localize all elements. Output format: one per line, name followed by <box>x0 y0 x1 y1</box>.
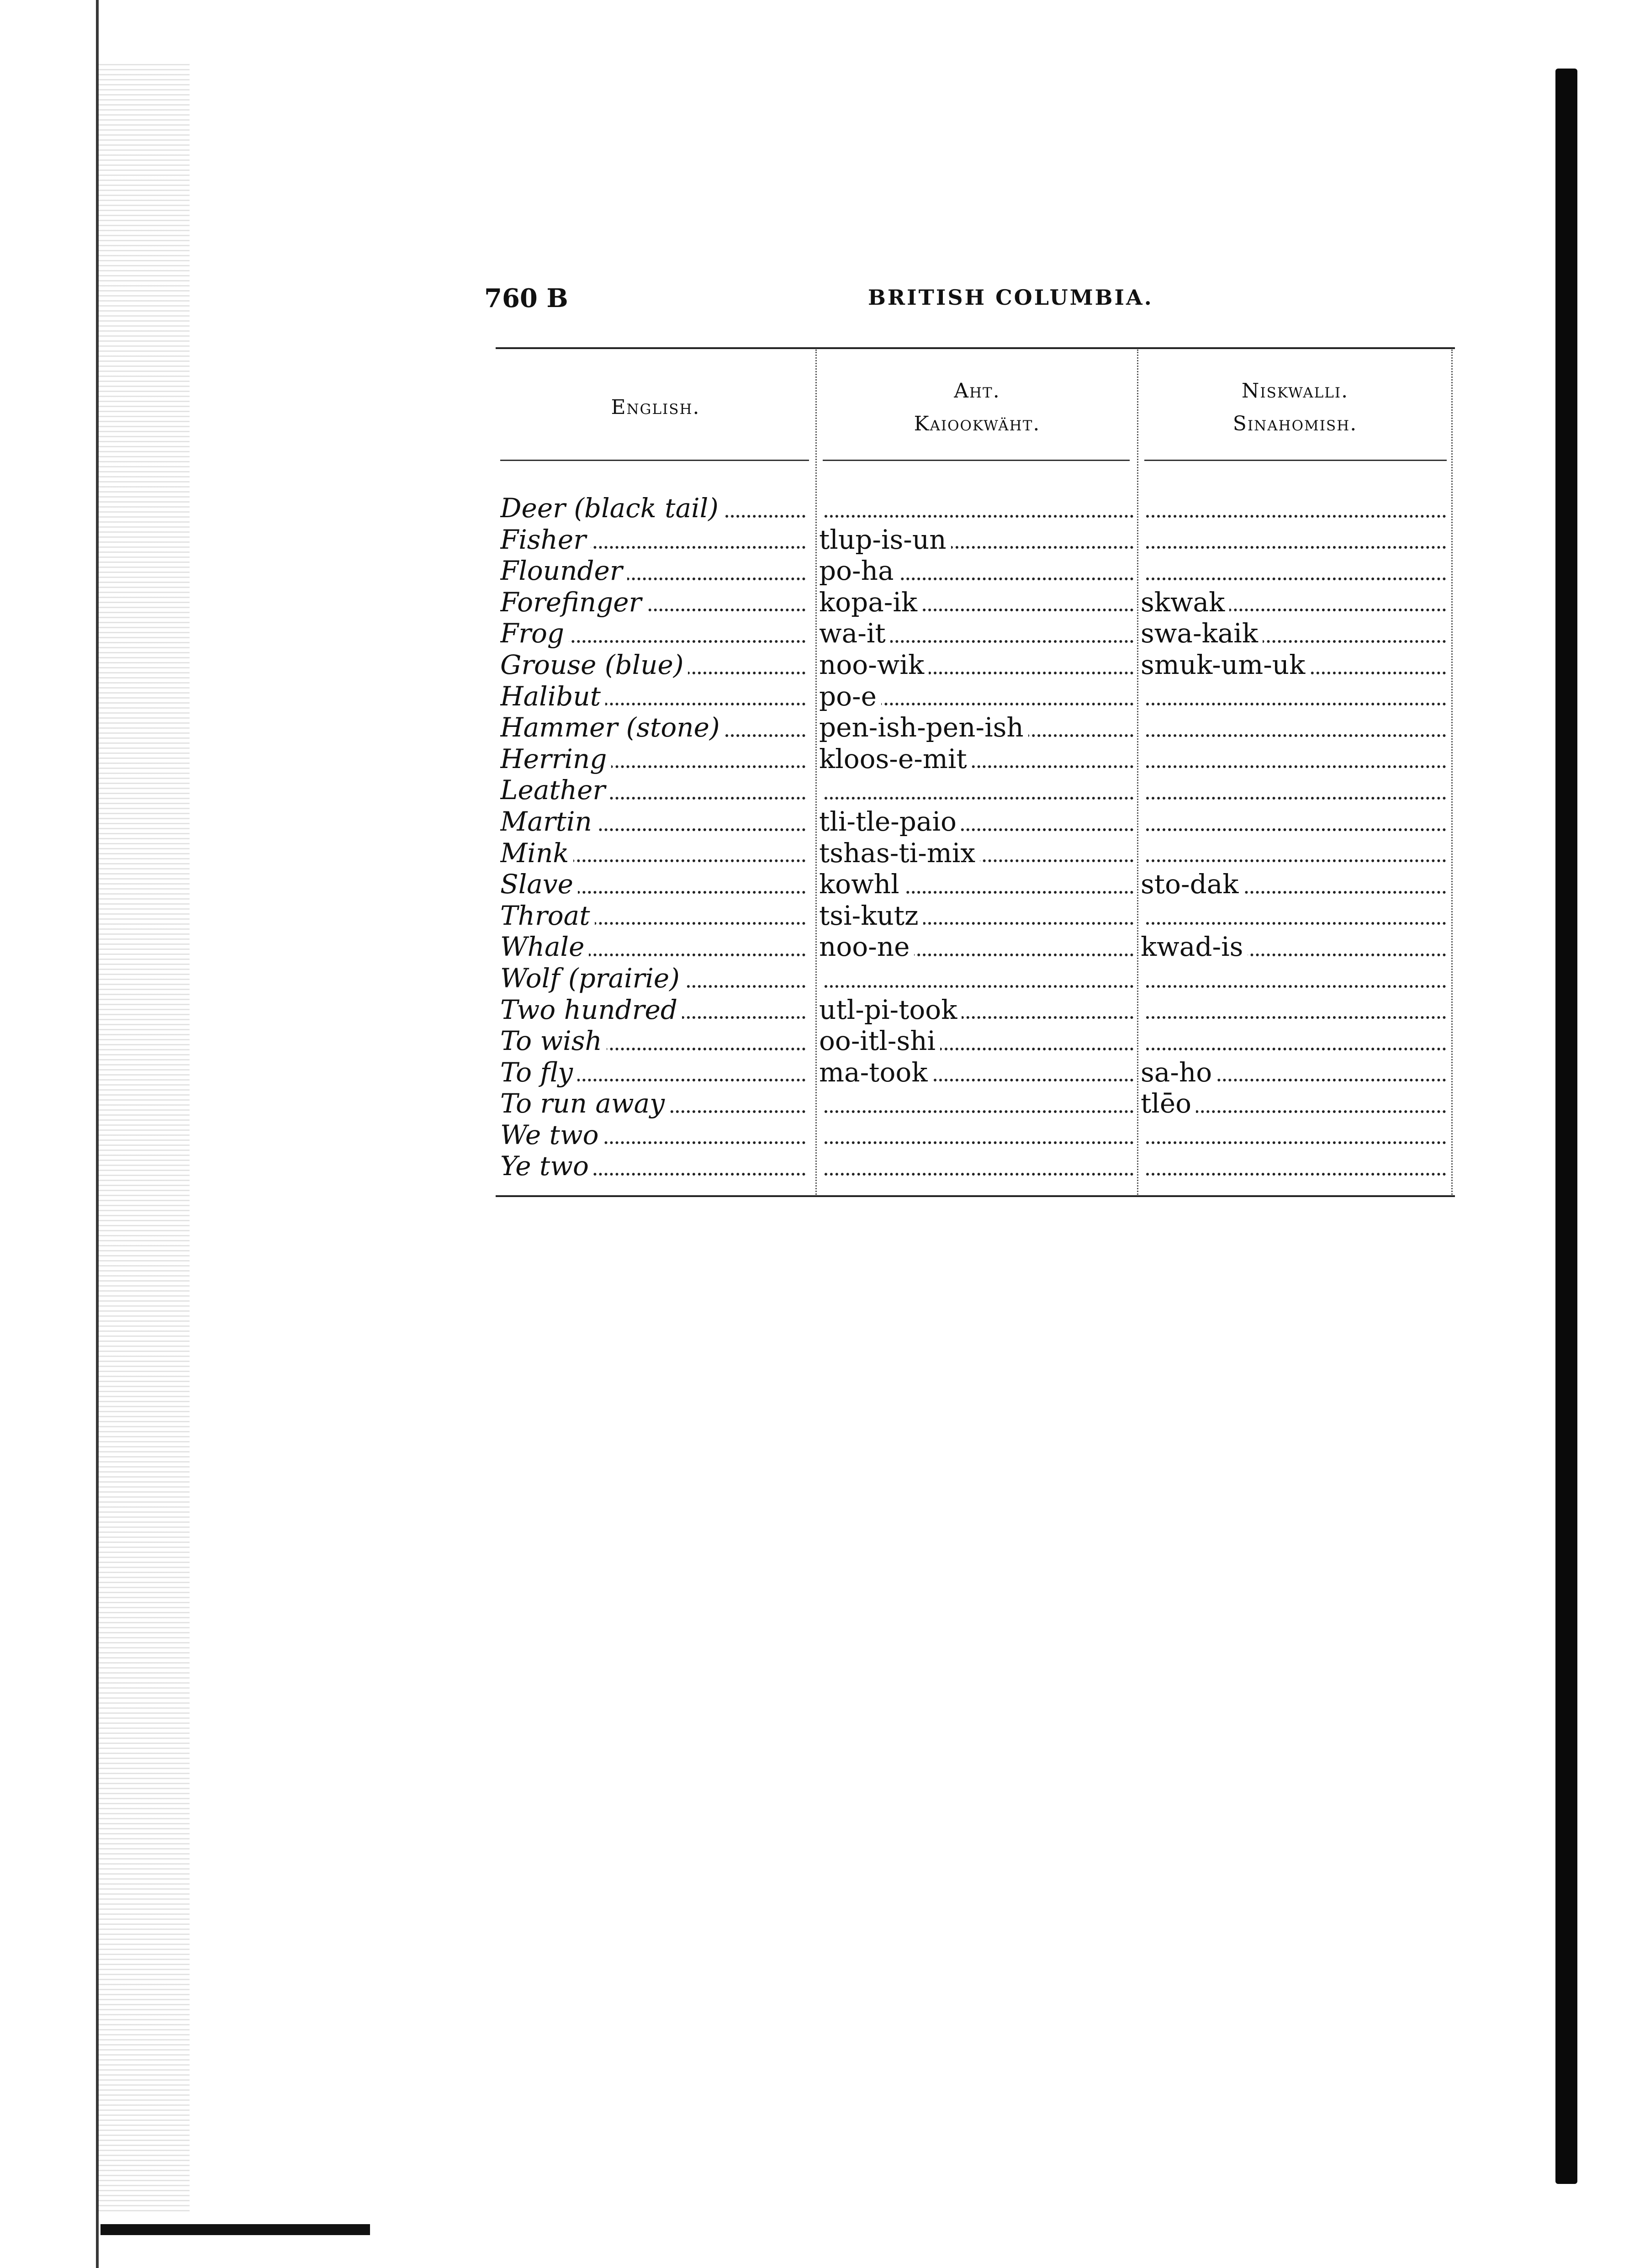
niskwalli-word <box>1141 712 1145 743</box>
dot-leader <box>1141 578 1446 580</box>
english-term: Halibut <box>500 681 605 712</box>
aht-word-cell <box>819 869 1139 900</box>
aht-word: kowhl <box>819 869 904 900</box>
aht-word: kloos-e-mit <box>819 743 972 774</box>
aht-word-cell <box>819 555 1139 587</box>
dot-leader <box>1141 546 1446 549</box>
vocabulary-table <box>496 347 1455 1198</box>
niskwalli-word <box>1141 1025 1145 1056</box>
niskwalli-word-cell <box>1141 587 1451 618</box>
table-row <box>496 1119 1455 1151</box>
column-header-english <box>496 391 815 424</box>
english-term-cell <box>500 1057 811 1088</box>
english-term: Martin <box>500 806 597 837</box>
dot-leader <box>1141 765 1446 768</box>
page-number: 760 B <box>484 283 568 313</box>
niskwalli-word: sa-ho <box>1141 1057 1216 1088</box>
table-row <box>496 1088 1455 1119</box>
dot-leader <box>1141 797 1446 800</box>
running-head <box>484 279 1466 320</box>
dot-leader <box>1141 1016 1446 1019</box>
aht-word-cell <box>819 743 1139 775</box>
dot-leader <box>1141 1141 1446 1144</box>
aht-word-cell <box>819 774 1139 806</box>
english-term-cell <box>500 931 811 963</box>
niskwalli-word-cell <box>1141 1119 1451 1151</box>
english-term-cell <box>500 806 811 837</box>
table-row <box>496 493 1455 524</box>
header-rule <box>823 460 1130 461</box>
niskwalli-word-cell <box>1141 806 1451 837</box>
niskwalli-word-cell <box>1141 1150 1451 1182</box>
aht-word: pen-ish-pen-ish <box>819 712 1028 743</box>
dot-leader <box>1141 828 1446 831</box>
english-term: We two <box>500 1119 603 1150</box>
aht-word-cell <box>819 994 1139 1026</box>
english-term: Slave <box>500 869 578 900</box>
english-term-cell <box>500 900 811 932</box>
english-term: Grouse (blue) <box>500 649 688 680</box>
column-header-niskwalli-line1: Niskwalli. <box>1241 379 1349 403</box>
niskwalli-word-cell <box>1141 649 1451 681</box>
aht-word-cell <box>819 1025 1139 1057</box>
dot-leader <box>1141 734 1446 737</box>
english-term-cell <box>500 774 811 806</box>
niskwalli-word: kwad-is <box>1141 931 1248 962</box>
niskwalli-word <box>1141 994 1145 1025</box>
aht-word <box>819 1119 824 1150</box>
dot-leader <box>1141 859 1446 862</box>
dot-leader <box>819 515 1133 518</box>
aht-word-cell <box>819 963 1139 994</box>
aht-word-cell <box>819 837 1139 869</box>
dot-leader <box>1141 1173 1446 1176</box>
dot-leader <box>1141 1048 1446 1050</box>
english-term-cell <box>500 1150 811 1182</box>
niskwalli-word <box>1141 1119 1145 1150</box>
table-row <box>496 837 1455 869</box>
scan-right-edge-bar <box>1555 69 1577 2184</box>
aht-word: po-e <box>819 681 881 712</box>
niskwalli-word-cell <box>1141 774 1451 806</box>
english-term-cell <box>500 869 811 900</box>
english-term: Herring <box>500 743 611 774</box>
column-header-aht-line1: Aht. <box>954 379 1000 403</box>
english-term-cell <box>500 1025 811 1057</box>
niskwalli-word <box>1141 774 1145 805</box>
table-row <box>496 774 1455 806</box>
aht-word: wa-it <box>819 618 890 649</box>
niskwalli-word-cell <box>1141 931 1451 963</box>
table-row <box>496 931 1455 963</box>
table-bottom-rule <box>496 1195 1455 1197</box>
english-term: Two hundred <box>500 994 682 1025</box>
niskwalli-word <box>1141 493 1145 524</box>
table-row <box>496 963 1455 994</box>
aht-word-cell <box>819 931 1139 963</box>
niskwalli-word <box>1141 555 1145 586</box>
aht-word: kopa-ik <box>819 587 922 618</box>
aht-word-cell <box>819 618 1139 649</box>
dot-leader <box>819 797 1133 800</box>
niskwalli-word-cell <box>1141 524 1451 556</box>
english-term-cell <box>500 587 811 618</box>
niskwalli-word <box>1141 743 1145 774</box>
english-term: Leather <box>500 774 610 805</box>
column-header-niskwalli-line2: Sinahomish. <box>1232 412 1358 435</box>
english-term-cell <box>500 524 811 556</box>
dot-leader <box>819 1110 1133 1113</box>
niskwalli-word-cell <box>1141 493 1451 524</box>
dot-leader <box>1141 515 1446 518</box>
aht-word <box>819 1088 824 1119</box>
aht-word-cell <box>819 1119 1139 1151</box>
english-term: Flounder <box>500 555 627 586</box>
english-term: Whale <box>500 931 589 962</box>
english-term: Frog <box>500 618 569 649</box>
niskwalli-word: swa-kaik <box>1141 618 1263 649</box>
english-term: Wolf (prairie) <box>500 963 684 994</box>
english-term: To fly <box>500 1057 577 1088</box>
aht-word-cell <box>819 524 1139 556</box>
aht-word: oo-itl-shi <box>819 1025 940 1056</box>
niskwalli-word <box>1141 900 1145 931</box>
english-term-cell <box>500 493 811 524</box>
niskwalli-word <box>1141 806 1145 837</box>
aht-word-cell <box>819 1057 1139 1088</box>
scan-bottom-bar <box>100 2224 370 2235</box>
niskwalli-word-cell <box>1141 963 1451 994</box>
scan-binding-shadow <box>98 64 190 2211</box>
table-row <box>496 587 1455 618</box>
aht-word <box>819 774 824 805</box>
english-term-cell <box>500 1088 811 1119</box>
aht-word-cell <box>819 900 1139 932</box>
aht-word: tsi-kutz <box>819 900 923 931</box>
aht-word: po-ha <box>819 555 899 586</box>
english-term: Ye two <box>500 1150 593 1182</box>
table-row <box>496 649 1455 681</box>
english-term: Forefinger <box>500 587 646 618</box>
aht-word: tli-tle-paio <box>819 806 961 837</box>
niskwalli-word <box>1141 963 1145 994</box>
table-row <box>496 1150 1455 1182</box>
column-header-niskwalli <box>1139 375 1451 440</box>
aht-word <box>819 493 824 524</box>
column-header-aht-line2: Kaiookwäht. <box>914 412 1041 435</box>
aht-word: noo-ne <box>819 931 914 962</box>
table-row <box>496 681 1455 712</box>
english-term-cell <box>500 743 811 775</box>
dot-leader <box>819 1173 1133 1176</box>
table-row <box>496 994 1455 1026</box>
english-term-cell <box>500 649 811 681</box>
dot-leader <box>1141 703 1446 705</box>
aht-word-cell <box>819 1150 1139 1182</box>
english-term-cell <box>500 681 811 712</box>
table-row <box>496 806 1455 837</box>
aht-word: noo-wik <box>819 649 929 680</box>
niskwalli-word <box>1141 837 1145 869</box>
table-row <box>496 712 1455 743</box>
english-term-cell <box>500 1119 811 1151</box>
aht-word-cell <box>819 712 1139 743</box>
page-title: BRITISH COLUMBIA. <box>868 285 1153 310</box>
english-term-cell <box>500 555 811 587</box>
table-row <box>496 743 1455 775</box>
english-term: Throat <box>500 900 595 931</box>
aht-word-cell <box>819 649 1139 681</box>
aht-word-cell <box>819 806 1139 837</box>
niskwalli-word-cell <box>1141 555 1451 587</box>
niskwalli-word <box>1141 1150 1145 1182</box>
english-term: Deer (black tail) <box>500 493 723 524</box>
dot-leader <box>1141 922 1446 925</box>
english-term: Mink <box>500 837 573 869</box>
niskwalli-word-cell <box>1141 900 1451 932</box>
niskwalli-word-cell <box>1141 869 1451 900</box>
table-row <box>496 524 1455 556</box>
aht-word-cell <box>819 681 1139 712</box>
dot-leader <box>1141 985 1446 988</box>
niskwalli-word-cell <box>1141 681 1451 712</box>
table-row <box>496 1057 1455 1088</box>
niskwalli-word: smuk-um-uk <box>1141 649 1310 680</box>
niskwalli-word: skwak <box>1141 587 1229 618</box>
niskwalli-word-cell <box>1141 994 1451 1026</box>
niskwalli-word: tlēo <box>1141 1088 1196 1119</box>
table-row <box>496 1025 1455 1057</box>
dot-leader <box>819 1141 1133 1144</box>
header-rule <box>500 460 809 461</box>
dot-leader <box>819 985 1133 988</box>
niskwalli-word-cell <box>1141 618 1451 649</box>
niskwalli-word <box>1141 524 1145 555</box>
english-term-cell <box>500 712 811 743</box>
niskwalli-word-cell <box>1141 712 1451 743</box>
column-header-english-label: English. <box>611 396 700 419</box>
niskwalli-word-cell <box>1141 1088 1451 1119</box>
table-row <box>496 900 1455 932</box>
header-rule <box>1144 460 1447 461</box>
niskwalli-word: sto-dak <box>1141 869 1243 900</box>
english-term: Hammer (stone) <box>500 712 725 743</box>
english-term-cell <box>500 618 811 649</box>
table-row <box>496 869 1455 900</box>
english-term-cell <box>500 994 811 1026</box>
table-body <box>496 493 1455 1182</box>
aht-word: tshas-ti-mix <box>819 837 980 869</box>
aht-word-cell <box>819 493 1139 524</box>
niskwalli-word <box>1141 681 1145 712</box>
niskwalli-word-cell <box>1141 1025 1451 1057</box>
aht-word: tlup-is-un <box>819 524 951 555</box>
aht-word-cell <box>819 1088 1139 1119</box>
english-term: To run away <box>500 1088 669 1119</box>
table-top-rule <box>496 347 1455 349</box>
english-term: To wish <box>500 1025 607 1056</box>
aht-word <box>819 963 824 994</box>
aht-word: ma-took <box>819 1057 932 1088</box>
english-term-cell <box>500 963 811 994</box>
niskwalli-word-cell <box>1141 743 1451 775</box>
english-term: Fisher <box>500 524 591 555</box>
english-term-cell <box>500 837 811 869</box>
table-row <box>496 618 1455 649</box>
column-header-aht <box>817 375 1137 440</box>
niskwalli-word-cell <box>1141 1057 1451 1088</box>
aht-word-cell <box>819 587 1139 618</box>
niskwalli-word-cell <box>1141 837 1451 869</box>
aht-word: utl-pi-took <box>819 994 962 1025</box>
table-row <box>496 555 1455 587</box>
aht-word <box>819 1150 824 1182</box>
